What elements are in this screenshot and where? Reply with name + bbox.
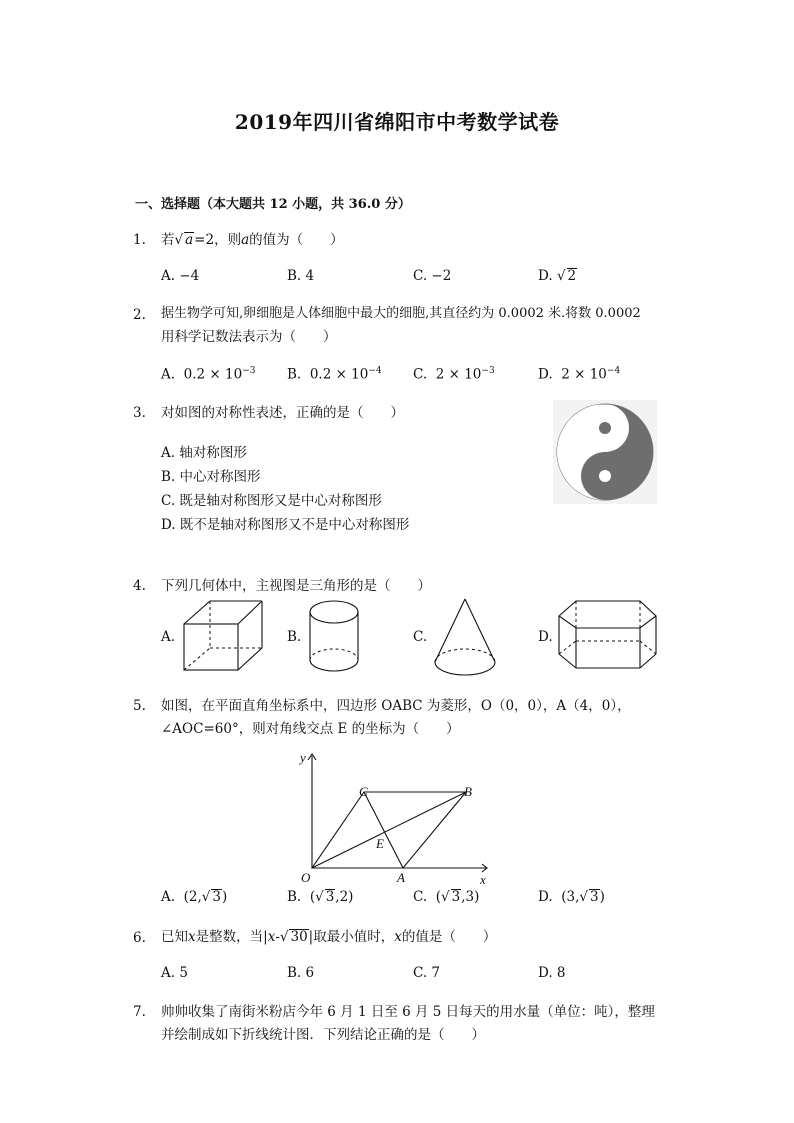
q6-option-c[interactable]: C. 7 (413, 965, 441, 981)
q3-option-c[interactable]: C. 既是轴对称图形又是中心对称图形 (161, 493, 382, 509)
q4-option-a-label[interactable]: A. (161, 629, 176, 645)
q2-option-b[interactable]: B. $0.2 \times 10^{-4}$ (287, 366, 382, 383)
q1-post: =2，则 (194, 232, 242, 248)
diagonal-ac (364, 792, 403, 868)
cube-figure (180, 598, 266, 674)
question-3-stem: 对如图的对称性表述，正确的是（ ） (161, 405, 404, 421)
label-x: x (480, 872, 486, 887)
q3-option-d[interactable]: D. 既不是轴对称图形又不是中心对称图形 (161, 517, 410, 533)
question-2-line2: 用科学记数法表示为（ ） (161, 329, 337, 345)
page-title: 2019年四川省绵阳市中考数学试卷 (234, 110, 560, 134)
question-7-number: 7. (133, 1004, 146, 1020)
q1-option-b[interactable]: B. 4 (287, 268, 315, 284)
question-4-stem: 下列几何体中，主视图是三角形的是（ ） (161, 578, 431, 594)
q6-option-a[interactable]: A. 5 (161, 965, 188, 981)
q3-option-b[interactable]: B. 中心对称图形 (161, 469, 261, 485)
q1-option-c[interactable]: C. −2 (413, 268, 452, 284)
q1-pre: 若 (161, 232, 175, 248)
question-6-stem: 已知x是整数，当|x-√ 30|取最小值时，x的值是（ ） (161, 929, 497, 945)
label-b: B (464, 784, 472, 799)
q6-option-b[interactable]: B. 6 (287, 965, 315, 981)
q1-radicand: a (185, 232, 194, 248)
question-5-line1: 如图，在平面直角坐标系中，四边形 OABC 为菱形，O（0，0），A（4，0）， (161, 698, 631, 714)
question-4-number: 4. (133, 578, 146, 594)
section-header (135, 193, 411, 212)
cone-figure (430, 596, 500, 680)
question-7-line1: 帅帅收集了南街米粉店今年 6 月 1 日至 6 月 5 日每天的用水量（单位：吨），整理 (161, 1004, 655, 1020)
label-y: y (300, 750, 306, 765)
sqrt-sign: √ (174, 232, 184, 248)
q3-option-a[interactable]: A. 轴对称图形 (161, 445, 247, 461)
question-2-number: 2. (133, 307, 146, 323)
cylinder-figure (304, 598, 364, 676)
q1-var: a (241, 232, 250, 248)
label-a: A (397, 870, 405, 885)
taiji-figure (553, 400, 657, 504)
question-1-stem (161, 230, 344, 250)
label-e: E (376, 836, 384, 851)
question-6-number: 6. (133, 930, 146, 946)
rhombus-coordinate-figure (296, 748, 496, 888)
q4-option-b-label[interactable]: B. (287, 629, 302, 645)
q6-option-d[interactable]: D. 8 (538, 965, 566, 981)
q5-option-d[interactable]: D. (3,√ 3) (538, 889, 605, 905)
q1-option-a[interactable]: A. −4 (161, 268, 200, 284)
q1-option-d[interactable]: D. √ 2 (538, 268, 577, 284)
q4-option-c-label[interactable]: C. (413, 629, 428, 645)
section-text: 一、选择题（本大题共 12 小题，共 36.0 分） (135, 197, 411, 212)
q5-option-a[interactable]: A. (2,√ 3) (161, 889, 228, 905)
q5-option-b[interactable]: B. (√ 3,2) (287, 889, 354, 905)
question-1-number: 1. (133, 232, 146, 248)
q4-option-d-label[interactable]: D. (538, 629, 553, 645)
question-5-number: 5. (133, 698, 146, 714)
label-o: O (301, 870, 311, 885)
label-c: C (359, 784, 368, 799)
hexagonal-prism-figure (556, 598, 660, 674)
diagonal-ob (312, 792, 466, 868)
q2-option-a[interactable]: A. $0.2 \times 10^{-3}$ (161, 366, 256, 383)
question-3-number: 3. (133, 405, 146, 421)
q5-option-c[interactable]: C. (√ 3,3) (413, 889, 480, 905)
question-2-line1: 据生物学可知,卵细胞是人体细胞中最大的细胞,其直径约为 0.0002 米.将数 0.0002 (161, 306, 641, 321)
q2-option-c[interactable]: C. $2 \times 10^{-3}$ (413, 366, 495, 383)
q1-end: 的值为（ ） (249, 232, 344, 248)
question-7-line2: 并绘制成如下折线统计图．下列结论正确的是（ ） (161, 1027, 485, 1043)
q2-option-d[interactable]: D. $2 \times 10^{-4}$ (538, 366, 621, 383)
question-5-line2: ∠AOC=60°，则对角线交点 E 的坐标为（ ） (161, 721, 460, 737)
